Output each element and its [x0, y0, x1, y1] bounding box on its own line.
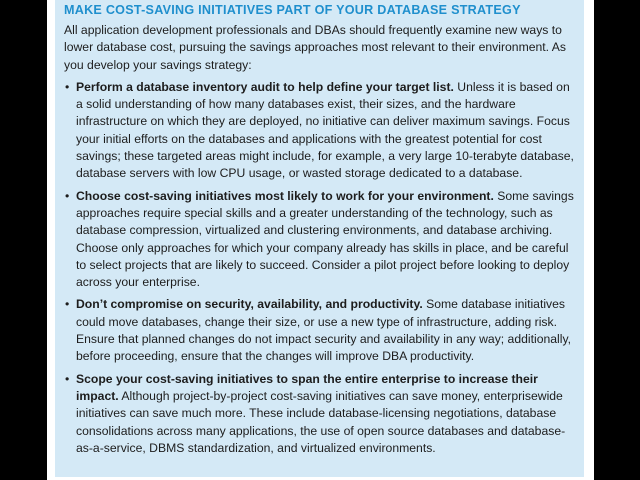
- bullet-icon: •: [65, 371, 70, 386]
- list-item: [64, 79, 578, 183]
- list-item-title: Perform a database inventory audit to help define your target list.: [76, 79, 454, 94]
- list-item-title: Choose cost-saving initiatives most likely to work for your environment.: [76, 188, 494, 203]
- bullet-icon: •: [65, 188, 70, 203]
- list-item-body: Some database initiatives could move databases, change their size, or use a new type of infrastructure, adding risk. Ensure that planned changes do not impact security and availability in any way; additionally, before proceeding, ensure that the changes will improve DBA productivity.: [76, 297, 572, 364]
- list-item-body: Although project-by-project cost-saving initiatives can save money, enterprisewide initiatives can save much more. These include database-licensing negotiations, database consolidations across many applications, the use of open source databases and database-as-a-service, DBMS standardization, and virtualized environments.: [76, 388, 566, 455]
- list-item-body: Some savings approaches require special skills and a greater understanding of the technology, such as database compression, virtualized and clustering environments, and database archiving. Choose only approaches for which your company already has skills in place, and be careful to select projects that are likely to succeed. Consider a pilot project before looking to deploy across your enterprise.: [76, 188, 574, 290]
- list-item-title: Scope your cost-saving initiatives to span the entire enterprise to increase their impact.: [76, 371, 538, 403]
- callout-heading: MAKE COST-SAVING INITIATIVES PART OF YOUR DATABASE STRATEGY: [64, 3, 521, 17]
- intro-paragraph: All application development professionals and DBAs should frequently examine new ways to lower database cost, pursuing the savings approaches most relevant to their environment. As you develop your savings strategy:: [64, 23, 566, 72]
- list-item: [64, 188, 578, 292]
- recommendation-list: [64, 79, 578, 457]
- list-item-body: Unless it is based on a solid understanding of how many databases exist, their sizes, and the hardware infrastructure on which they are deployed, no initiative can deliver maximum savings. Focus your initial efforts on the databases and applications with the greatest potential for cost savings; these targeted areas might include, for example, a very large 10-terabyte database, database servers with low CPU usage, or wasted storage dedicated to a database.: [76, 79, 574, 181]
- list-item: [64, 296, 578, 365]
- sidebar-callout-box: [55, 0, 584, 477]
- document-page: [47, 0, 594, 480]
- bullet-icon: •: [65, 297, 70, 312]
- list-item: [64, 371, 578, 457]
- list-item-title: Don’t compromise on security, availability, and productivity.: [76, 297, 423, 312]
- bullet-icon: •: [65, 79, 70, 94]
